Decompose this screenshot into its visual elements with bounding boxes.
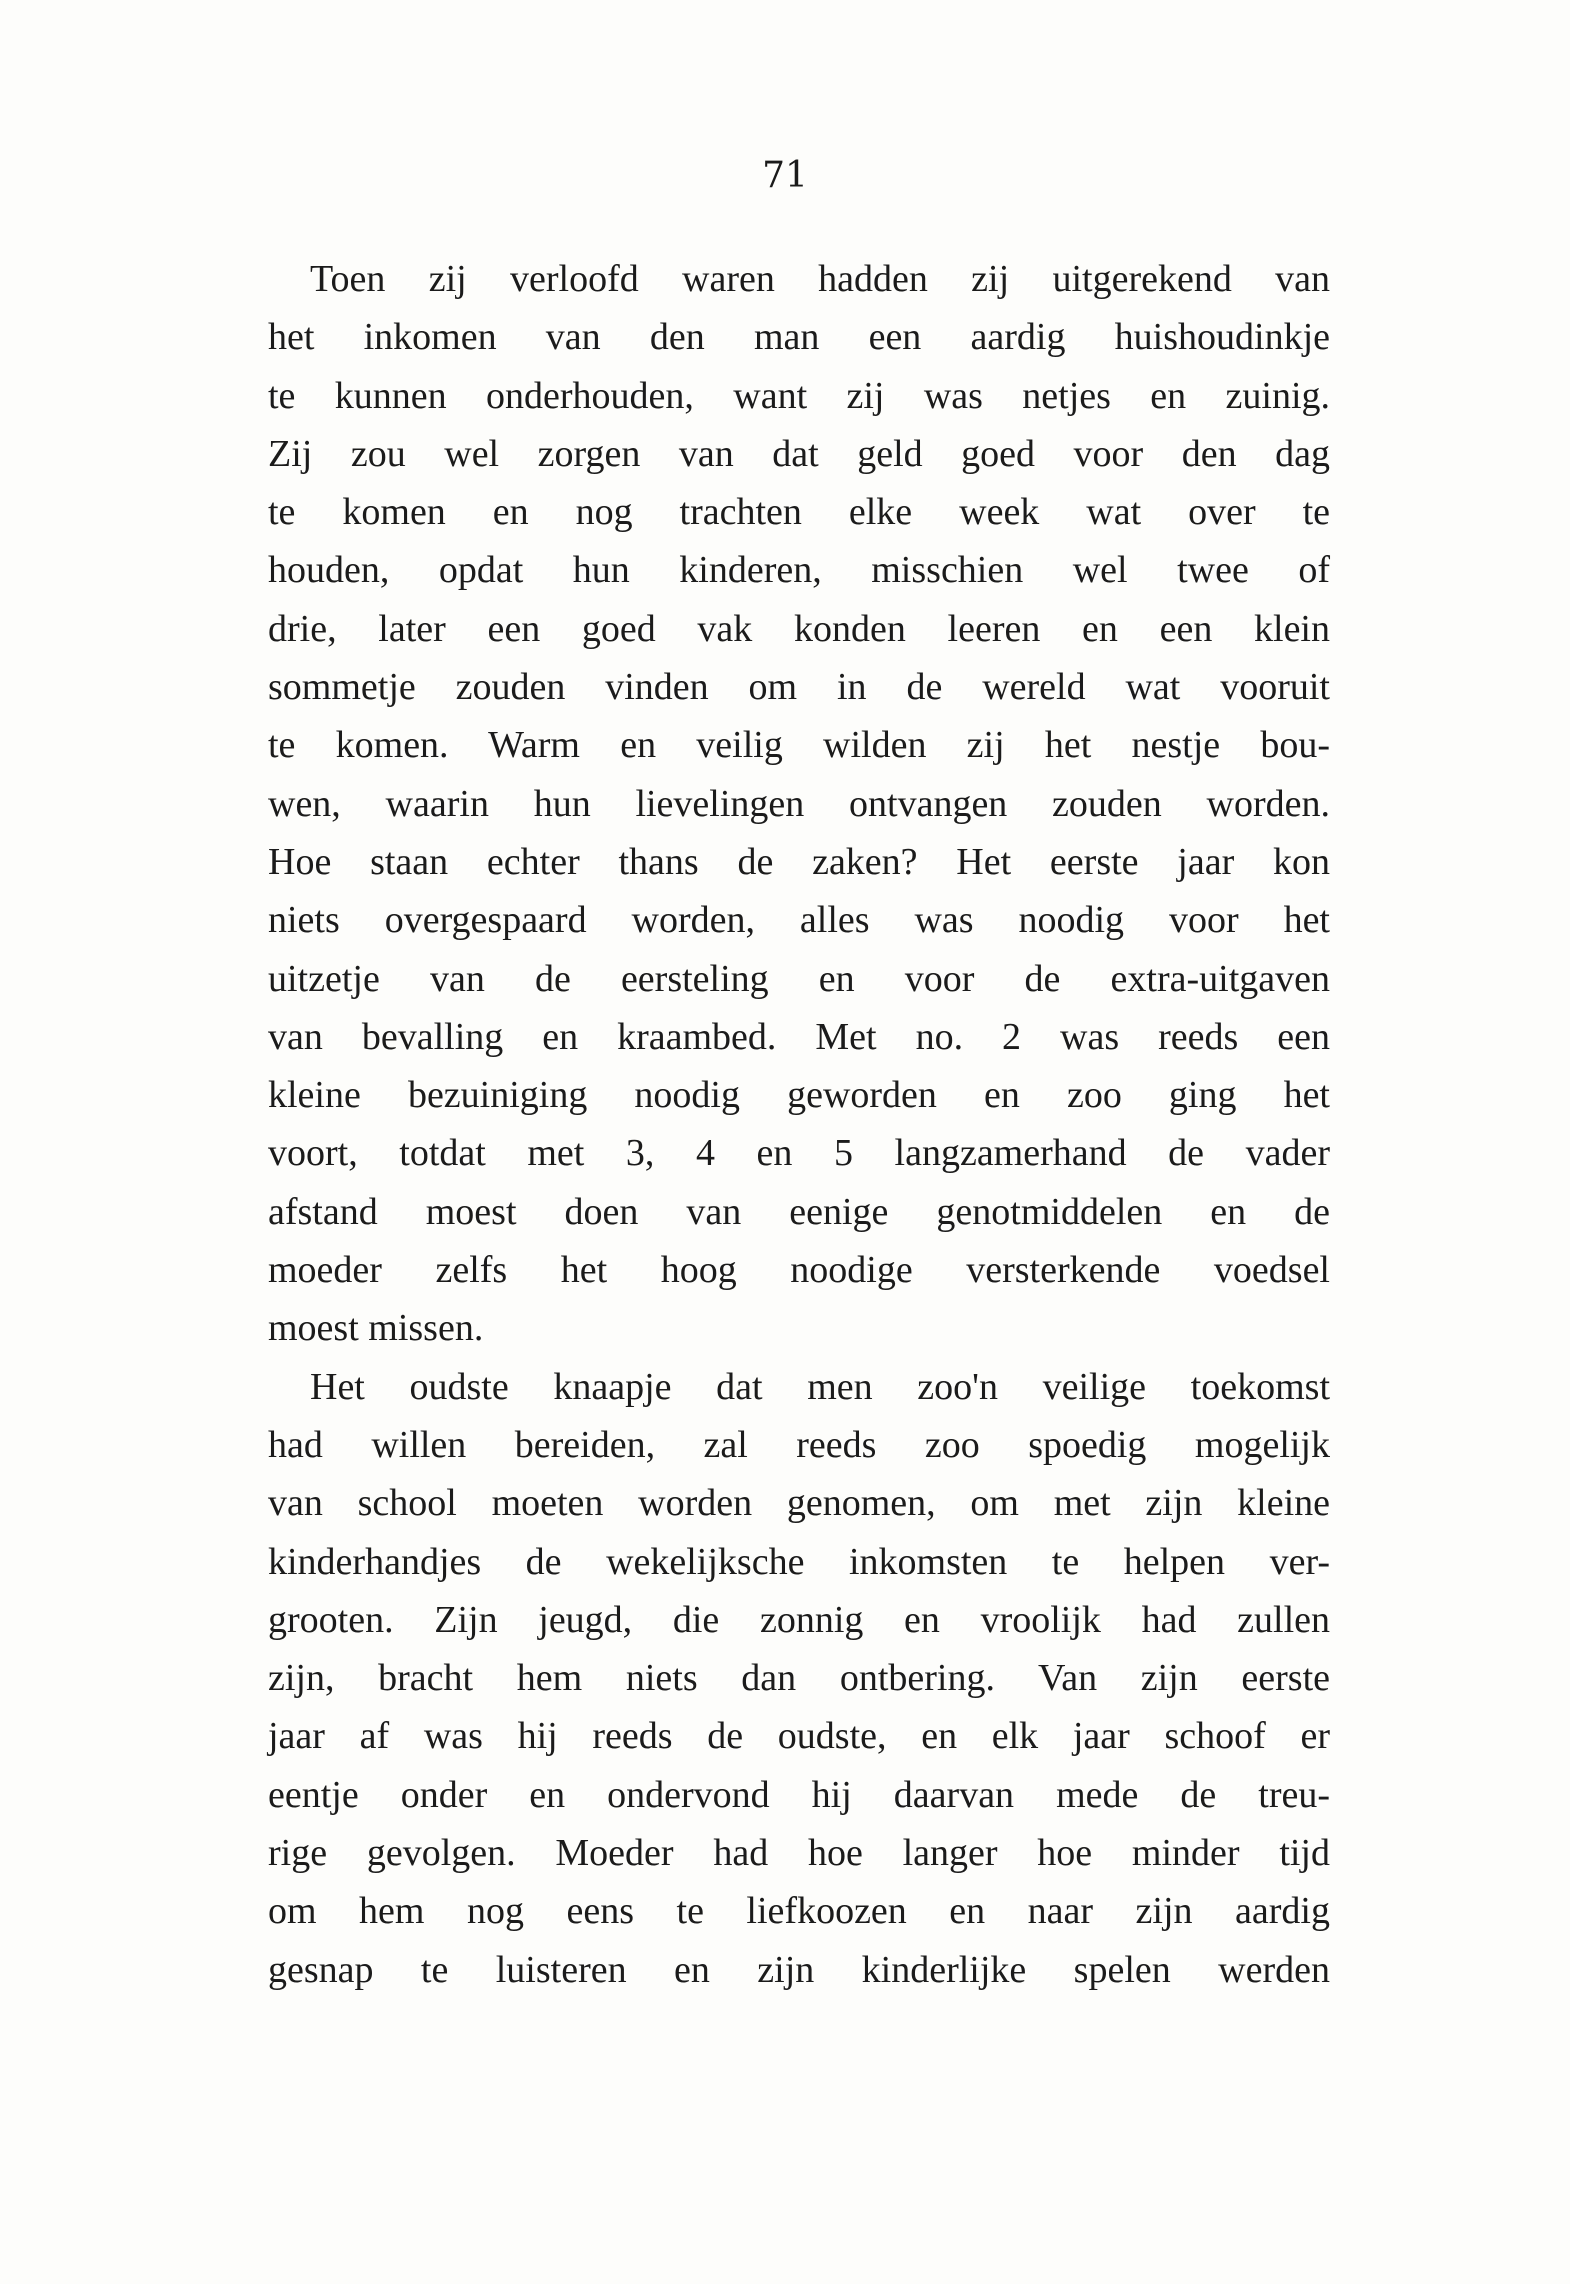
text-line: te kunnen onderhouden, want zij was netjes en zuinig. xyxy=(268,374,1330,417)
paragraph-2 xyxy=(268,1358,1330,1999)
body-text xyxy=(268,250,1330,1999)
text-line: drie, later een goed vak konden leeren en een klein xyxy=(268,607,1330,650)
text-line: zijn, bracht hem niets dan ontbering. Van zijn eerste xyxy=(268,1657,1330,1700)
text-line: moeder zelfs het hoog noodige versterkende voedsel xyxy=(268,1249,1330,1292)
text-line: Het oudste knaapje dat men zoo'n veilige toekomst xyxy=(310,1365,1330,1408)
text-line: moest missen. xyxy=(268,1307,484,1350)
text-line: sommetje zouden vinden om in de wereld wat vooruit xyxy=(268,666,1330,709)
page-number: 71 xyxy=(762,155,808,196)
text-line: jaar af was hij reeds de oudste, en elk jaar schoof er xyxy=(268,1715,1330,1758)
text-line: Hoe staan echter thans de zaken? Het eerste jaar kon xyxy=(268,840,1330,883)
text-line: van school moeten worden genomen, om met zijn kleine xyxy=(268,1482,1330,1525)
text-line: had willen bereiden, zal reeds zoo spoedig mogelijk xyxy=(268,1423,1330,1466)
text-line: niets overgespaard worden, alles was noodig voor het xyxy=(268,899,1330,942)
text-line: uitzetje van de eersteling en voor de extra-uitgaven xyxy=(268,957,1330,1000)
text-line: wen, waarin hun lievelingen ontvangen zouden worden. xyxy=(268,782,1330,825)
text-line: houden, opdat hun kinderen, misschien wel twee of xyxy=(268,549,1330,592)
text-line: kinderhandjes de wekelijksche inkomsten te helpen ver- xyxy=(268,1540,1330,1583)
text-line: om hem nog eens te liefkoozen en naar zijn aardig xyxy=(268,1890,1330,1933)
text-line: van bevalling en kraambed. Met no. 2 was reeds een xyxy=(268,1015,1330,1058)
text-line: kleine bezuiniging noodig geworden en zoo ging het xyxy=(268,1074,1330,1117)
text-line: te komen en nog trachten elke week wat over te xyxy=(268,491,1330,534)
text-line: eentje onder en ondervond hij daarvan mede de treu- xyxy=(268,1773,1330,1816)
text-line: rige gevolgen. Moeder had hoe langer hoe minder tijd xyxy=(268,1832,1330,1875)
text-line: grooten. Zijn jeugd, die zonnig en vroolijk had zullen xyxy=(268,1598,1330,1641)
text-line: voort, totdat met 3, 4 en 5 langzamerhand de vader xyxy=(268,1132,1330,1175)
text-line: Zij zou wel zorgen van dat geld goed voor den dag xyxy=(268,432,1330,475)
text-line: Toen zij verloofd waren hadden zij uitgerekend van xyxy=(310,258,1330,300)
text-line: afstand moest doen van eenige genotmiddelen en de xyxy=(268,1190,1330,1233)
text-line: te komen. Warm en veilig wilden zij het nestje bou- xyxy=(268,724,1330,767)
text-line: het inkomen van den man een aardig huishoudinkje xyxy=(268,316,1330,359)
text-line: gesnap te luisteren en zijn kinderlijke spelen werden xyxy=(268,1948,1330,1991)
paragraph-1 xyxy=(268,250,1330,1358)
